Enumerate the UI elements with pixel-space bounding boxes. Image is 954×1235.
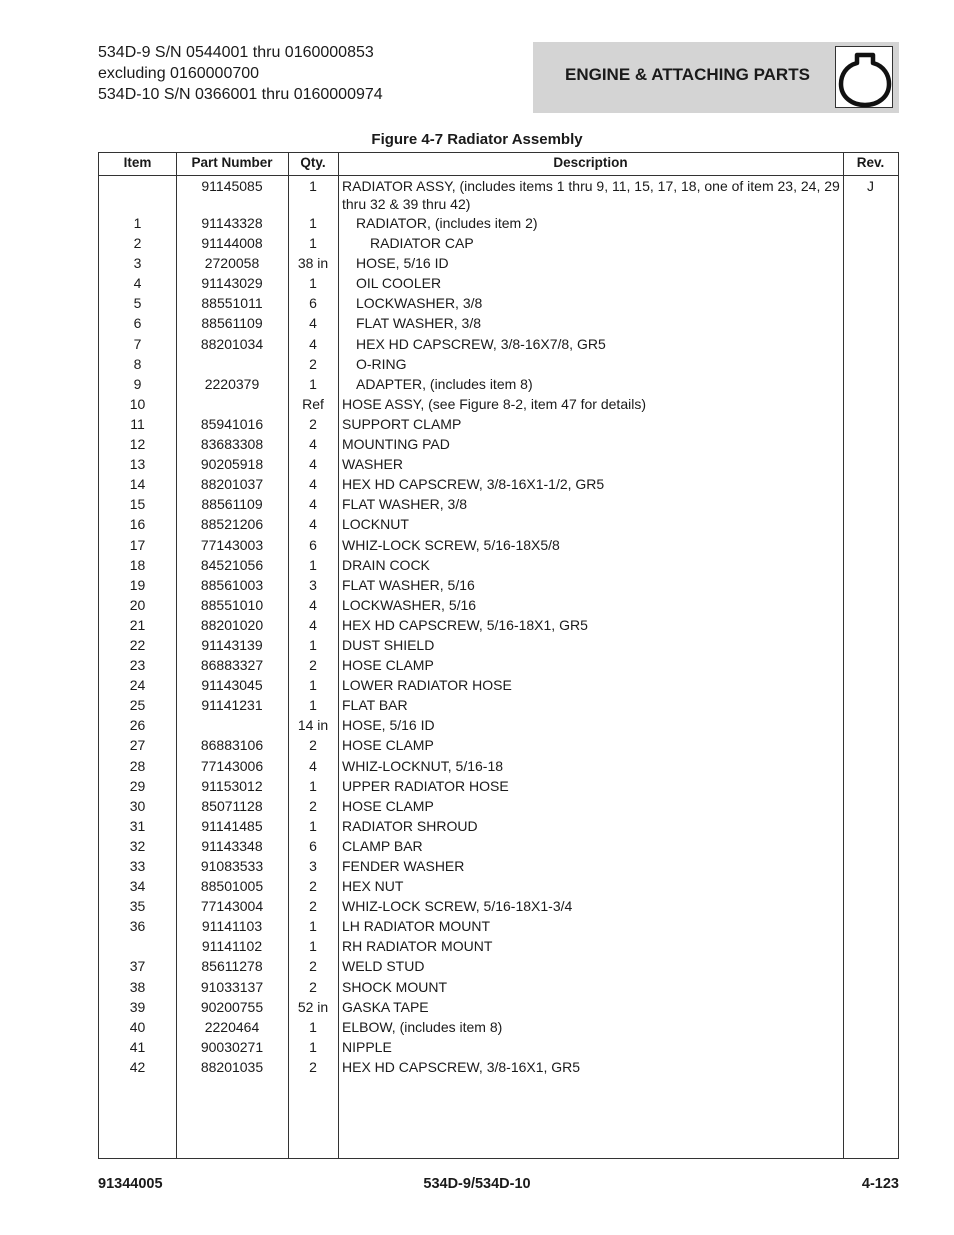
item-cell: 25 <box>129 697 146 714</box>
part-number-cell: 88561109 <box>201 496 263 513</box>
serial-line: excluding 0160000700 <box>98 65 260 82</box>
item-cell: 5 <box>133 295 142 312</box>
qty-cell: 4 <box>309 516 317 533</box>
description-cell: MOUNTING PAD <box>342 436 450 453</box>
item-cell: 10 <box>129 395 146 412</box>
qty-cell: 4 <box>309 456 317 473</box>
table-row <box>99 1038 898 1058</box>
table-row <box>99 234 898 254</box>
description-cell: DRAIN COCK <box>342 556 430 573</box>
description-cell: CLAMP BAR <box>342 837 423 854</box>
part-number-cell: 2220379 <box>204 375 260 392</box>
table-row <box>99 1058 898 1078</box>
part-number-cell: 90030271 <box>200 1038 264 1055</box>
table-row <box>99 455 898 475</box>
part-number-cell: 88201035 <box>200 1058 264 1075</box>
item-cell: 14 <box>129 476 146 493</box>
description-cell: HEX HD CAPSCREW, 3/8-16X1-1/2, GR5 <box>342 476 605 493</box>
qty-cell: 1 <box>309 938 317 955</box>
table-row <box>99 877 898 897</box>
table-row <box>99 757 898 777</box>
qty-cell: 1 <box>309 777 317 794</box>
description-cell: WHIZ-LOCKNUT, 5/16-18 <box>342 757 504 774</box>
qty-cell: 38 in <box>297 255 329 272</box>
item-cell: 26 <box>129 717 146 734</box>
part-number-cell: 91141103 <box>201 918 263 935</box>
description-cell: RADIATOR SHROUD <box>342 817 478 834</box>
table-row <box>99 696 898 716</box>
qty-cell: 1 <box>309 275 317 292</box>
qty-cell: 6 <box>309 295 317 312</box>
column-header-rev: Rev. <box>856 155 885 170</box>
engine-icon <box>835 46 893 108</box>
part-number-cell: 91143348 <box>201 837 263 854</box>
part-number-cell: 88501005 <box>200 878 264 895</box>
table-row <box>99 254 898 274</box>
description-cell: SHOCK MOUNT <box>342 978 447 995</box>
qty-cell: 4 <box>309 616 317 633</box>
description-cell: DUST SHIELD <box>342 636 435 653</box>
description-cell: HEX HD CAPSCREW, 3/8-16X7/8, GR5 <box>356 335 606 352</box>
description-cell: LOWER RADIATOR HOSE <box>342 677 512 694</box>
description-cell: HOSE, 5/16 ID <box>342 717 435 734</box>
column-header-part-number: Part Number <box>191 155 273 170</box>
qty-cell: 4 <box>309 335 317 352</box>
description-cell: FLAT WASHER, 5/16 <box>342 576 475 593</box>
item-cell: 37 <box>129 958 146 975</box>
part-number-cell: 91141231 <box>201 697 263 714</box>
item-cell: 30 <box>129 797 146 814</box>
qty-cell: 2 <box>309 898 317 915</box>
item-cell: 7 <box>133 335 142 352</box>
part-number-cell: 2220464 <box>204 1018 260 1035</box>
table-row <box>99 998 898 1018</box>
item-cell: 15 <box>129 496 146 513</box>
table-row <box>99 495 898 515</box>
item-cell: 29 <box>129 777 146 794</box>
item-cell: 2 <box>133 235 142 252</box>
item-cell: 6 <box>133 315 142 332</box>
qty-cell: 4 <box>309 476 317 493</box>
item-cell: 42 <box>129 1058 146 1075</box>
part-number-cell: 85071128 <box>201 797 263 814</box>
part-number-cell: 77143004 <box>200 898 264 915</box>
part-number-cell: 86883327 <box>200 657 264 674</box>
item-cell: 23 <box>129 657 146 674</box>
part-number-cell: 91143139 <box>201 636 263 653</box>
qty-cell: 2 <box>309 355 317 372</box>
description-cell: HOSE CLAMP <box>342 797 434 814</box>
part-number-cell: 85941016 <box>200 415 264 432</box>
table-row <box>99 556 898 576</box>
rev-cell: J <box>867 178 874 194</box>
description-cell: ELBOW, (includes item 8) <box>342 1018 503 1035</box>
table-row <box>99 917 898 937</box>
description-cell: LOCKWASHER, 5/16 <box>342 596 477 613</box>
part-number-cell: 91153012 <box>201 777 263 794</box>
item-cell: 36 <box>129 918 146 935</box>
item-cell: 38 <box>129 978 146 995</box>
qty-cell: 2 <box>309 878 317 895</box>
item-cell: 16 <box>129 516 146 533</box>
description-cell: FENDER WASHER <box>342 858 465 874</box>
serial-range <box>98 42 383 105</box>
table-header <box>99 153 898 176</box>
part-number-cell: 90205918 <box>200 456 264 473</box>
part-number-cell: 91143045 <box>201 677 263 694</box>
parts-table <box>98 152 899 1159</box>
part-number-cell: 91143328 <box>201 215 263 231</box>
qty-cell: 2 <box>309 737 317 754</box>
part-number-cell: 91033137 <box>200 978 264 995</box>
table-row <box>99 857 898 877</box>
qty-cell: 1 <box>309 918 317 935</box>
qty-cell: 1 <box>309 817 317 834</box>
table-body <box>99 177 898 1078</box>
qty-cell: 1 <box>309 235 317 252</box>
qty-cell: 14 in <box>297 717 329 734</box>
item-cell: 19 <box>129 576 146 593</box>
description-cell: GASKA TAPE <box>342 998 429 1015</box>
description-cell: LOCKWASHER, 3/8 <box>356 295 483 312</box>
item-cell: 28 <box>129 757 146 774</box>
item-cell: 27 <box>129 737 146 754</box>
qty-cell: 4 <box>309 315 317 332</box>
table-row <box>99 897 898 917</box>
column-header-qty: Qty. <box>300 155 326 170</box>
qty-cell: 1 <box>309 677 317 694</box>
qty-cell: 4 <box>309 496 317 513</box>
table-row <box>99 817 898 837</box>
item-cell: 13 <box>129 456 146 473</box>
table-row <box>99 777 898 797</box>
table-row <box>99 536 898 556</box>
qty-cell: 4 <box>309 757 317 774</box>
table-row <box>99 274 898 294</box>
description-cell: LH RADIATOR MOUNT <box>342 918 491 935</box>
description-cell: RADIATOR, (includes item 2) <box>356 215 538 231</box>
description-cell: FLAT WASHER, 3/8 <box>356 315 481 332</box>
description-cell: HEX HD CAPSCREW, 3/8-16X1, GR5 <box>342 1058 581 1075</box>
qty-cell: 1 <box>309 1038 317 1055</box>
item-cell: 39 <box>129 998 146 1015</box>
table-row <box>99 736 898 756</box>
qty-cell: 1 <box>309 1018 317 1035</box>
part-number-cell: 90200755 <box>200 998 264 1015</box>
part-number-cell: 88521206 <box>200 516 264 533</box>
part-number-cell: 88201020 <box>200 616 264 633</box>
part-number-cell: 83683308 <box>200 436 264 453</box>
part-number-cell: 77143006 <box>200 757 264 774</box>
qty-cell: 1 <box>309 556 317 573</box>
item-cell: 34 <box>129 878 146 895</box>
description-cell: FLAT BAR <box>342 697 408 714</box>
item-cell: 11 <box>130 415 145 432</box>
table-row <box>99 435 898 455</box>
part-number-cell: 91141485 <box>201 817 263 834</box>
item-cell: 31 <box>129 817 146 834</box>
qty-cell: 1 <box>309 178 317 194</box>
description-cell: OIL COOLER <box>356 275 442 292</box>
item-cell: 21 <box>129 616 146 633</box>
qty-cell: 2 <box>309 958 317 975</box>
table-row <box>99 716 898 736</box>
table-row <box>99 978 898 998</box>
qty-cell: 4 <box>309 436 317 453</box>
item-cell: 17 <box>129 536 146 553</box>
description-cell: WHIZ-LOCK SCREW, 5/16-18X1-3/4 <box>342 898 573 915</box>
qty-cell: 52 in <box>297 998 329 1015</box>
description-cell: WELD STUD <box>342 958 425 975</box>
model-name: 534D-9/534D-10 <box>423 1176 531 1192</box>
section-title: ENGINE & ATTACHING PARTS <box>565 65 810 84</box>
part-number-cell: 2720058 <box>204 255 260 272</box>
table-row <box>99 294 898 314</box>
qty-cell: 4 <box>309 596 317 613</box>
description-cell: FLAT WASHER, 3/8 <box>342 496 467 513</box>
item-cell: 32 <box>129 837 146 854</box>
serial-line: 534D-9 S/N 0544001 thru 0160000853 <box>98 44 374 61</box>
page-number: 4-123 <box>861 1176 899 1192</box>
table-row <box>99 957 898 977</box>
qty-cell: Ref <box>302 395 324 412</box>
table-row <box>99 214 898 234</box>
table-row <box>99 837 898 857</box>
description-cell: WHIZ-LOCK SCREW, 5/16-18X5/8 <box>342 536 560 553</box>
part-number-cell: 88551010 <box>200 596 264 613</box>
column-header-item: Item <box>123 155 152 170</box>
part-number-cell: 91141102 <box>201 938 263 955</box>
item-cell: 22 <box>129 636 146 653</box>
description-cell: HOSE ASSY, (see Figure 8-2, item 47 for details) <box>342 395 646 412</box>
item-cell: 12 <box>129 436 146 453</box>
qty-cell: 1 <box>309 636 317 653</box>
qty-cell: 3 <box>309 576 317 593</box>
part-number-cell: 88201037 <box>200 476 264 493</box>
table-row <box>99 616 898 636</box>
part-number-cell: 77143003 <box>200 536 264 553</box>
table-row <box>99 475 898 495</box>
qty-cell: 2 <box>309 978 317 995</box>
doc-number: 91344005 <box>98 1176 163 1192</box>
item-cell: 18 <box>129 556 146 573</box>
part-number-cell: 85611278 <box>201 958 263 975</box>
table-row <box>99 1018 898 1038</box>
description-cell: O-RING <box>356 355 407 372</box>
table-row <box>99 676 898 696</box>
table-row <box>99 656 898 676</box>
table-row <box>99 177 898 214</box>
table-row <box>99 797 898 817</box>
description-cell: HOSE CLAMP <box>342 657 434 674</box>
table-row <box>99 596 898 616</box>
item-cell: 33 <box>129 858 146 874</box>
part-number-cell: 88561109 <box>201 315 263 332</box>
item-cell: 40 <box>129 1018 146 1035</box>
item-cell: 9 <box>133 375 142 392</box>
description-cell: NIPPLE <box>342 1038 392 1055</box>
table-row <box>99 636 898 656</box>
item-cell: 8 <box>133 355 142 372</box>
qty-cell: 3 <box>309 858 317 874</box>
description-cell: WASHER <box>342 456 403 473</box>
part-number-cell: 91143029 <box>201 275 263 292</box>
qty-cell: 6 <box>309 536 317 553</box>
table-row <box>99 415 898 435</box>
table-row <box>99 515 898 535</box>
part-number-cell: 91145085 <box>201 178 263 194</box>
qty-cell: 2 <box>309 1058 317 1075</box>
description-cell: HEX HD CAPSCREW, 5/16-18X1, GR5 <box>342 616 588 633</box>
item-cell: 4 <box>133 275 142 292</box>
description-cell: RH RADIATOR MOUNT <box>342 938 493 955</box>
part-number-cell: 88551011 <box>201 295 263 312</box>
qty-cell: 1 <box>309 215 317 231</box>
table-row <box>99 375 898 395</box>
part-number-cell: 86883106 <box>200 737 264 754</box>
section-header <box>533 42 899 113</box>
table-row <box>99 937 898 957</box>
table-row <box>99 335 898 355</box>
description-cell: HOSE, 5/16 ID <box>356 255 449 272</box>
qty-cell: 2 <box>309 797 317 814</box>
description-cell: RADIATOR CAP <box>370 235 474 252</box>
item-cell: 35 <box>129 898 146 915</box>
item-cell: 1 <box>133 215 142 231</box>
item-cell: 20 <box>129 596 146 613</box>
qty-cell: 2 <box>309 415 317 432</box>
description-cell: SUPPORT CLAMP <box>342 415 462 432</box>
part-number-cell: 91083533 <box>200 858 264 874</box>
item-cell: 3 <box>133 255 142 272</box>
part-number-cell: 91144008 <box>201 235 263 252</box>
qty-cell: 1 <box>309 375 317 392</box>
description-cell: UPPER RADIATOR HOSE <box>342 777 509 794</box>
part-number-cell: 88201034 <box>200 335 264 352</box>
description-cell: ADAPTER, (includes item 8) <box>356 375 533 392</box>
description-cell: RADIATOR ASSY, (includes items 1 thru 9, 11, 15, 17, 18, one of item 23, 24, 29 thru 32 & 39 thru 42) <box>342 178 840 212</box>
qty-cell: 2 <box>309 657 317 674</box>
table-row <box>99 314 898 334</box>
serial-line: 534D-10 S/N 0366001 thru 0160000974 <box>98 86 383 103</box>
part-number-cell: 84521056 <box>200 556 264 573</box>
table-row <box>99 395 898 415</box>
qty-cell: 6 <box>309 837 317 854</box>
table-row <box>99 576 898 596</box>
description-cell: HOSE CLAMP <box>342 737 434 754</box>
item-cell: 41 <box>129 1038 146 1055</box>
figure-title: Figure 4-7 Radiator Assembly <box>371 131 583 148</box>
qty-cell: 1 <box>309 697 317 714</box>
description-cell: LOCKNUT <box>342 516 409 533</box>
item-cell: 24 <box>129 677 146 694</box>
table-row <box>99 355 898 375</box>
description-cell: HEX NUT <box>342 878 404 895</box>
column-header-description: Description <box>553 155 628 170</box>
part-number-cell: 88561003 <box>200 576 264 593</box>
